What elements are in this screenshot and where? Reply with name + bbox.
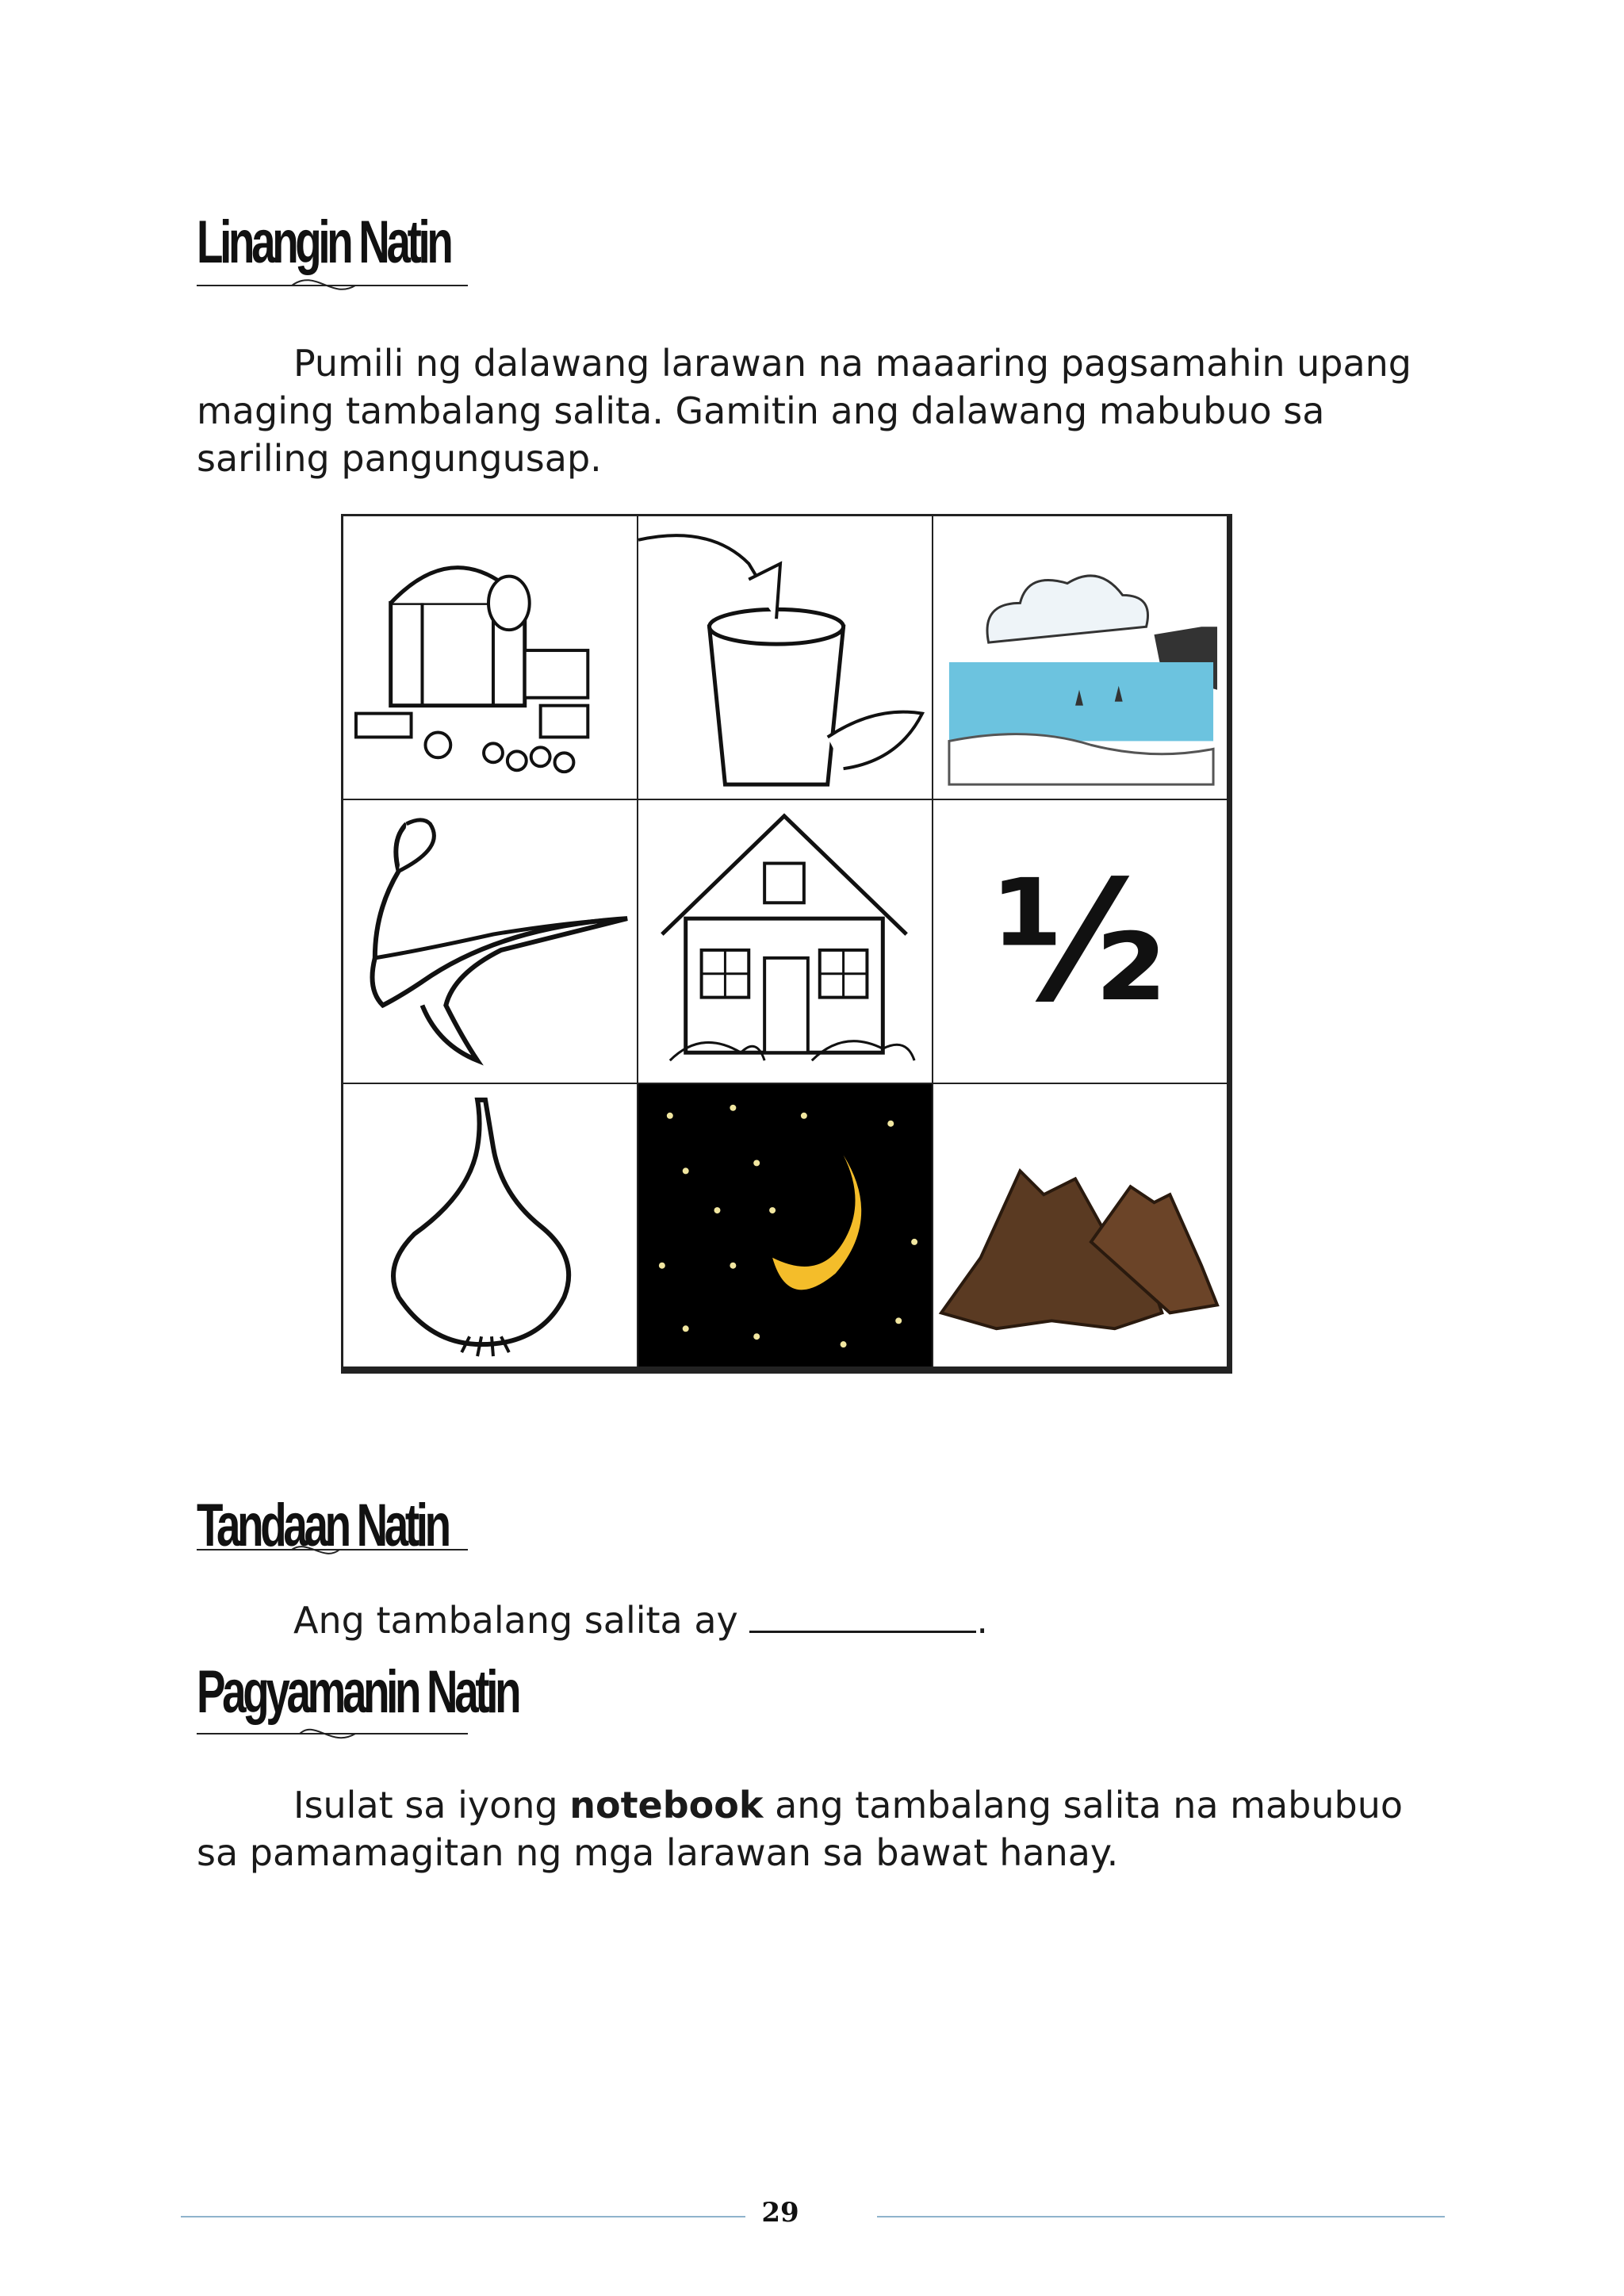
instruction-pagyamanin: Isulat sa iyong notebook ang tambalang salita na mabubuo sa pamamagitan ng mga larawan sa bawat hanay. [197,1784,1404,1874]
grid-cell-fraction [933,799,1228,1083]
sentence-tandaan-start: Ang tambalang salita ay [293,1599,738,1642]
grid-cell-night [638,1083,933,1367]
footer-line-left [181,2216,745,2217]
title-underline-tandaan [197,1535,468,1567]
page-number: 29 [761,2197,799,2229]
title-underline-pagyamanin [197,1719,468,1751]
sentence-tandaan: Ang tambalang salita ay . [197,1596,1434,1644]
footer-line-right [877,2216,1445,2217]
rice-container-icon [638,516,932,799]
grid-cell-house [638,799,933,1083]
section-title-linangin: Linangin Natin [197,209,450,276]
picture-grid [341,514,1232,1374]
instruction-linangin: Pumili ng dalawang larawan na maaaring pagsamahin upang maging tambalang salita. Gamitin ang dalawang mabubuo sa sariling pangungusap. [197,342,1411,480]
grid-cell-container [638,516,933,799]
grid-cell-sea [933,516,1228,799]
section-title-tandaan: Tandaan Natin [197,1492,448,1559]
onion-icon [343,1084,637,1366]
sea-icon [933,516,1227,799]
night-moon-icon [638,1084,932,1366]
banana-peel-icon [343,800,637,1083]
treasure-chest-icon [343,516,637,799]
grid-cell-onion [343,1083,638,1367]
mountain-icon [933,1084,1227,1366]
title-underline-linangin [197,268,468,300]
house-icon [638,800,932,1083]
section-title-pagyamanin: Pagyamanin Natin [197,1658,519,1726]
grid-cell-treasure [343,516,638,799]
grid-cell-mountain [933,1083,1228,1367]
grid-cell-banana [343,799,638,1083]
bold-notebook: notebook [569,1784,764,1826]
half-fraction-text: ½ [994,844,1166,1039]
answer-blank [749,1596,976,1633]
